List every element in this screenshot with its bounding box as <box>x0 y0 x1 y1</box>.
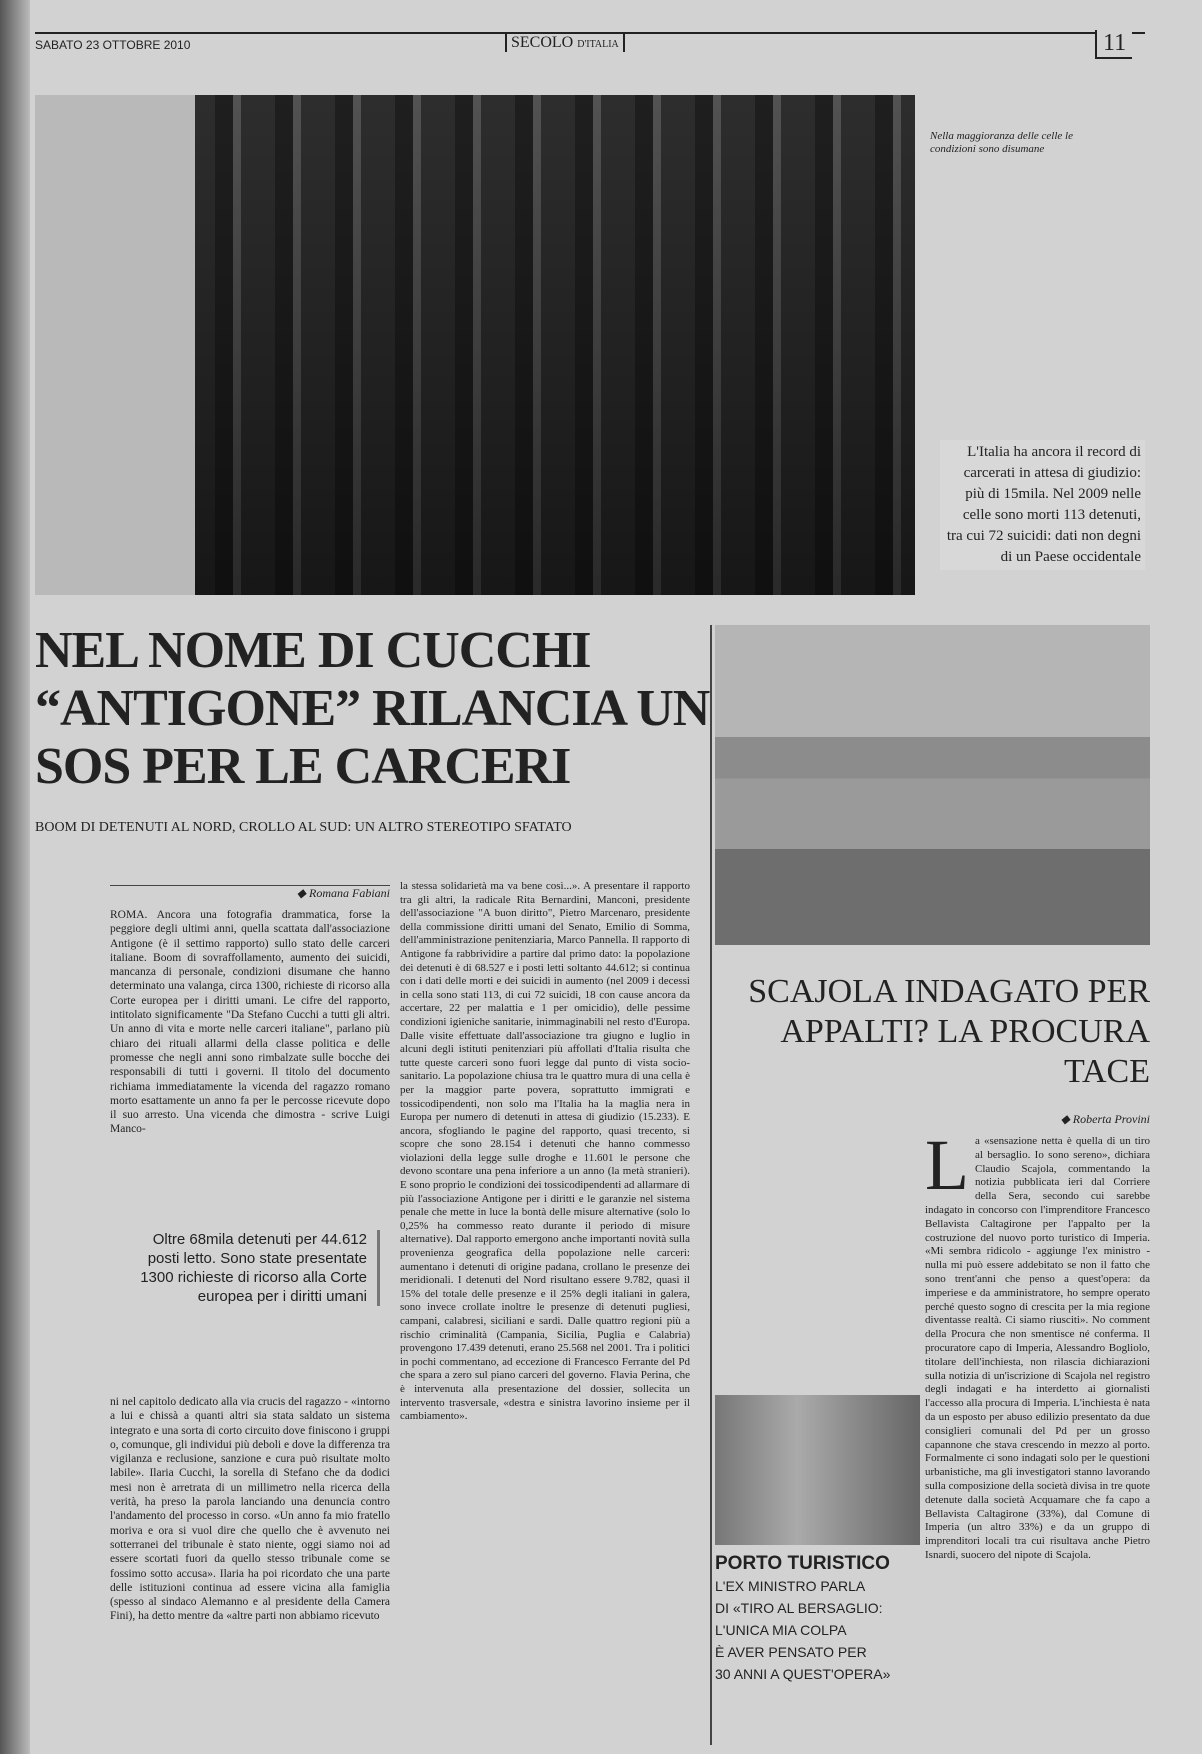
column-divider <box>710 625 712 1745</box>
article-column-1a: ROMA. Ancora una fotografia drammatica, forse la peggiore degli ultimi anni, quella scattata dall'associazione Antigone (è il settimo rapporto) sullo stato delle carceri italiane. Boom di sovraffollamento, aumento dei suicidi, mancanza di personale, condizioni disumane che hanno determinato una valanga, circa 1300, richieste di ricorso alla Corte europea per i diritti umani. Le cifre del rapporto, intitolato significamente "Da Stefano Cucchi a tutti gli altri. Un anno di vita e morte nelle carceri italiane", parlano più chiaro dei rituali allarmi della classe politica e delle promesse che negli anni sono rimbalzate sulle bocche dei responsabili di tutti i governi. Il titolo del documento richiama immediatamente la vicenda del ragazzo romano morto esattamente un anno fa per le percosse ricevute dopo il suo arresto. Una vicenda che dimostra - scrive Luigi Manco- <box>110 909 390 1136</box>
newspaper-title <box>505 34 625 52</box>
box-line: L'EX MINISTRO PARLA <box>715 1578 866 1594</box>
header-date: SABATO 23 OTTOBRE 2010 <box>35 38 191 52</box>
box-line: È AVER PENSATO PER <box>715 1644 867 1660</box>
main-headline: NEL NOME DI CUCCHI “ANTIGONE” RILANCIA UN SOS PER LE CARCERI <box>35 622 710 795</box>
page-number: 11 <box>1095 30 1132 59</box>
harbor-photo <box>715 625 1150 945</box>
box-line: DI «TIRO AL BERSAGLIO: <box>715 1600 883 1616</box>
photo-caption: Nella maggioranza delle celle le condizioni sono disumane <box>930 130 1073 155</box>
scajola-photo <box>715 1395 920 1545</box>
side-byline: ◆ Roberta Provini <box>1060 1112 1150 1126</box>
box-line: 30 ANNI A QUEST'OPERA» <box>715 1666 891 1682</box>
article-column-2: la stessa solidarietà ma va bene così...». A presentare il rapporto tra gli altri, la radicale Rita Bernardini, Manconi, presidente dell'associazione "A buon diritto", Pietro Marcenaro, presidente della commissione diritti umani del Senato, Emilio di Somma, dell'amministrazione penitenziaria, Marco Pannella. Il rapporto di Antigone fa rabbrividire a partire dal primo dato: la popolazione dei detenuti è di 68.527 e i posti letti soltanto 44.612; si continua con i dati delle morti e dei suicidi in aumento (nel 2009 i decessi in cella sono stati 113, di cui 72 suicidi, 18 con cause ancora da accertare, 22 per malattia e 1 per omicidio), delle pessime condizioni igieniche sanitarie, inimmaginabili nel resto d'Europa. Dalle visite effettuate dall'associazione tra giugno e luglio in alcuni degli istituti penitenziari più affollati d'Italia risulta che tutte queste carceri sono fuori legge dal punto di vista socio-sanitario. La popolazione chiusa tra le quattro mura di una cella è per la maggior parte povera, soprattutto immigrati e tossicodipendenti, non solo ma l'Italia ha la maglia nera in Europa per numero di detenuti in attesa di giudizio (15.233). E ancora, sfogliando le pagine del rapporto, quasi trecento, si scopre che sono 28.154 i detenuti che hanno commesso violazioni della legge sulle droghe e 11.601 le persone che devono scontare una pena inferiore a un anno (la metà stranieri). E sono proprio le condizioni dei tossicodipendenti ad allarmare di più l'associazione Antigone per i diritti e le garanzie nel sistema penale che mette in luce la bontà delle misure alternative (solo lo 0,25% ha commesso reato durante il periodo di misure alternative). Dal rapporto emergono anche importanti novità sulla provenienza geografica della popolazione nelle carceri: aumentano i detenuti di origine padana, crollano le presenze dei meridionali. I detenuti del Nord risultano essere 9.782, quasi il 15% del totale delle presenze e il 25% degli italiani in galera, sono invece crollate inoltre le presenze di detenuti pugliesi, campani, calabresi, siciliani e sardi. Dalle quattro regioni più a rischio criminalità (Campania, Sicilia, Puglia e Calabria) provengono 17.439 detenuti, erano 25.568 nel 2001. Tra i politici in pochi commentano, ad eccezione di Francesco Ferrante del Pd che spara a zero sul piano carceri del governo. Flavia Perina, che è intervenuta alla presentazione del dossier, sollecita un intervento trasversale, «destra e sinistra lavorino insieme per il cambiamento». <box>400 880 690 1423</box>
box-title: PORTO TURISTICO <box>715 1553 890 1574</box>
article-column-1b: ni nel capitolo dedicato alla via crucis del ragazzo - «intorno a lui e chissà a quanti altri sia stata saldato un sistema integrato e una sorta di corto circuito dove finiscono i gruppi o, comunque, gli individui più deboli e dove la differenza tra vigilanza e reclusione, sanzione e cura può risultate molto labile». Ilaria Cucchi, la sorella di Stefano che da dodici mesi non è arretrata di un millimetro nella ricerca della verità, ha preso la parola lanciando una denuncia contro l'andamento del processo in corso. «Un anno fa mio fratello moriva e ora si vuol dire che quello che è avvenuto nei sotterranei del tribunale è stato niente, oggi siamo noi ad essere scortati fuori da quello stesso tribunale come se fossimo sotto accusa». Ilaria ha poi ricordato che una parte delle istituzioni continua ad essere vicina alla famiglia (spesso al sindaco Alemanno e al presidente della Camera Fini), ha detto mentre da «altre parti non abbiamo ricevuto <box>110 1396 390 1623</box>
pull-quote: Oltre 68mila detenuti per 44.612 posti letto. Sono state presentate 1300 richieste di ricorso alla Corte europea per i diritti umani <box>140 1230 380 1306</box>
main-subheadline: BOOM DI DETENUTI AL NORD, CROLLO AL SUD: UN ALTRO STEREOTIPO SFATATO <box>35 820 572 835</box>
porto-turistico-box <box>715 1395 920 1740</box>
side-headline: SCAJOLA INDAGATO PER APPALTI? LA PROCURA TACE <box>748 973 1150 1090</box>
drop-cap: L <box>925 1135 969 1205</box>
scan-shadow <box>0 0 30 1754</box>
main-byline: ◆ Romana Fabiani <box>110 885 390 901</box>
box-line: L'UNICA MIA COLPA <box>715 1622 847 1638</box>
prison-bars-photo <box>35 95 915 595</box>
paper-name-small: D'ITALIA <box>577 39 619 50</box>
side-article-body: a «sensazione netta è quella di un tiro al bersaglio. Io sono sereno», dichiara Claudio Scajola, commentando la notizia pubblicata ieri dal Corriere della Sera, secondo cui sarebbe indagato in concorso con l'imprenditore Francesco Bellavista Caltagirone per l'appalto per la costruzione del nuovo porto turistico di Imperia. «Mi sembra ridicolo - aggiunge l'ex ministro - nulla mi può essere addebitato se non il fatto che sono trent'anni che penso a quest'opera: da imperiese e da amministratore, ho sempre operato perché questo sogno di crescita per la mia regione diventasse realtà. Ci siamo riusciti». No comment della Procura che non smentisce né conferma. Il procuratore capo di Imperia, Alessandro Bogliolo, titolare dell'inchiesta, non rilascia dichiarazioni sulla notizia di un'iscrizione di Scajola nel registro degli indagati e ha interdetto ai giornalisti l'accesso alla procura di Imperia. L'inchiesta è nata da un esposto per abuso edilizio presentato da due consiglieri comunali del Pd per un grosso capannone che stava crescendo in mezzo al porto. Formalmente ci sono indagati solo per le questioni urbanistiche, ma gli investigatori stanno lavorando sulla composizione della società divisa in tre quote detenute dalla società Acquamare che fa capo a Bellavista Caltagirone (33%), dal Comune di Imperia (un altro 33%) e da un gruppo di imprenditori locali tra cui risultava anche Pietro Isnardi, suocero del nipote di Scajola. <box>925 1135 1150 1561</box>
photo-info-box: L'Italia ha ancora il record di carcerati in attesa di giudizio: più di 15mila. Nel 2009 nelle celle sono morti 113 detenuti, tra cui 72 suicidi: dati non degni di un Paese occidentale <box>940 440 1145 570</box>
paper-name: SECOLO <box>511 34 574 51</box>
